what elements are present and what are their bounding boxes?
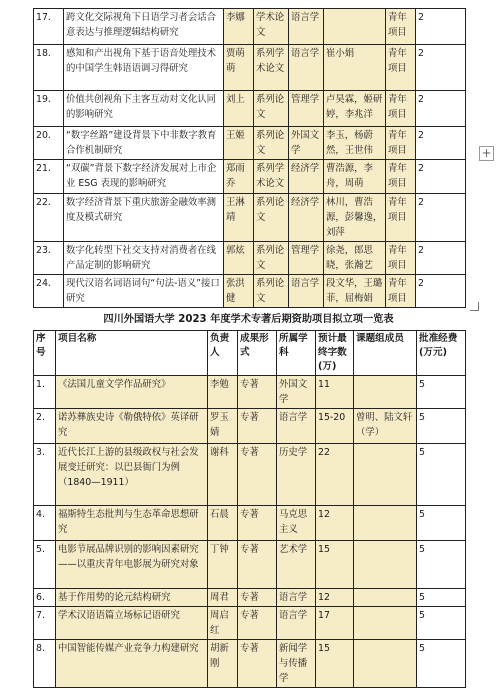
cell-discipline: 语言学	[277, 589, 316, 607]
cell-no: 20.	[34, 127, 64, 160]
cell-no: 3.	[34, 444, 56, 506]
cell-person: 刘上	[224, 91, 254, 127]
cell-title: 中国智能传媒产业竞争力构建研究	[56, 640, 208, 688]
cell-funding: 2	[416, 9, 466, 45]
cell-no: 4.	[34, 506, 56, 541]
cell-type: 系列论文	[254, 242, 289, 275]
cell-words: 17	[316, 607, 354, 640]
cell-discipline: 语言学	[277, 607, 316, 640]
cell-type: 系列论文	[254, 127, 289, 160]
cell-title: 基于作用势的论元结构研究	[56, 589, 208, 607]
table-row	[34, 242, 466, 275]
cell-discipline: 语言学	[277, 409, 316, 444]
cell-type: 专著	[238, 589, 277, 607]
cell-funding: 5	[417, 541, 466, 589]
cell-funding: 2	[416, 275, 466, 308]
table-row	[34, 409, 466, 444]
cell-members: 段文华，王璐菲，屈梅娟	[324, 275, 386, 308]
cell-discipline: 新闻学与传播学	[277, 640, 316, 688]
add-column-plus-icon[interactable]: +	[479, 146, 494, 161]
cell-person: 谢科	[208, 444, 238, 506]
cell-person: 贾萌萌	[224, 45, 254, 91]
cell-source: 青年项目	[386, 242, 416, 275]
table-row	[34, 91, 466, 127]
cell-members: 徐尧，郎思晓，张瀚艺	[324, 242, 386, 275]
cell-discipline: 马克思主义	[277, 506, 316, 541]
table-row	[34, 506, 466, 541]
table-row	[34, 45, 466, 91]
table-row	[34, 541, 466, 589]
table-row	[34, 9, 466, 45]
cell-discipline: 语言学	[289, 275, 324, 308]
table-row	[34, 127, 466, 160]
cell-type: 系列学术论文	[254, 45, 289, 91]
header-title: 项目名称	[56, 331, 208, 376]
cell-members	[354, 589, 417, 607]
cell-words: 12	[316, 589, 354, 607]
cell-discipline: 历史学	[277, 444, 316, 506]
cell-title: 近代长江上游的县级政权与社会发展变迁研究：以巴县衙门为例（1840—1911）	[56, 444, 208, 506]
table-row	[34, 376, 466, 409]
cell-person: 李娜	[224, 9, 254, 45]
cell-person: 周启红	[208, 607, 238, 640]
cell-members: 林川，曹浩源，彭馨逸，刘萍	[324, 194, 386, 242]
table-row	[34, 589, 466, 607]
cell-funding: 5	[417, 640, 466, 688]
cell-funding: 2	[416, 45, 466, 91]
cell-words: 15	[316, 541, 354, 589]
cell-members	[354, 444, 417, 506]
cell-funding: 2	[416, 160, 466, 194]
cell-title: 诺苏彝族史诗《勒俄特依》英译研究	[56, 409, 208, 444]
cell-words: 15	[316, 640, 354, 688]
cell-no: 23.	[34, 242, 64, 275]
cell-type: 系列论文	[254, 194, 289, 242]
cell-members	[324, 9, 386, 45]
cell-title: 跨文化交际视角下日语学习者会话合意表达与推理逻辑结构研究	[64, 9, 224, 45]
cell-source: 青年项目	[386, 9, 416, 45]
cell-type: 系列论文	[254, 91, 289, 127]
cell-title: 电影节展品牌识别的影响因素研究——以重庆青年电影展为研究对象	[56, 541, 208, 589]
cell-type: 专著	[238, 444, 277, 506]
cell-no: 6.	[34, 589, 56, 607]
cell-discipline: 外国文学	[289, 127, 324, 160]
header-members: 课题组成员	[354, 331, 417, 376]
cell-funding: 5	[417, 607, 466, 640]
header-funding: 批准经费(万元)	[417, 331, 466, 376]
cell-no: 22.	[34, 194, 64, 242]
cell-discipline: 外国文学	[277, 376, 316, 409]
cell-members	[354, 376, 417, 409]
cell-members	[354, 541, 417, 589]
cell-words: 12	[316, 506, 354, 541]
cell-type: 专著	[238, 506, 277, 541]
cell-discipline: 语言学	[289, 45, 324, 91]
cell-type: 学术论文	[254, 9, 289, 45]
cell-words: 22	[316, 444, 354, 506]
cell-members: 李玉，杨蔚然，王世伟	[324, 127, 386, 160]
cell-funding: 2	[416, 91, 466, 127]
table-row	[34, 275, 466, 308]
cell-members: 曹浩源，李舟，周萌	[324, 160, 386, 194]
cell-no: 1.	[34, 376, 56, 409]
cell-title: 学术汉语语篇立场标记语研究	[56, 607, 208, 640]
header-words: 预计最终字数(万)	[316, 331, 354, 376]
table-row	[34, 640, 466, 688]
cell-person: 郭炫	[224, 242, 254, 275]
table-row	[34, 607, 466, 640]
cell-no: 24.	[34, 275, 64, 308]
cell-words: 15-20	[316, 409, 354, 444]
table-resize-icon[interactable]	[470, 302, 479, 311]
cell-members	[354, 607, 417, 640]
cell-type: 专著	[238, 541, 277, 589]
cell-person: 丁钟	[208, 541, 238, 589]
cell-no: 7.	[34, 607, 56, 640]
cell-funding: 2	[416, 242, 466, 275]
cell-person: 石晨	[208, 506, 238, 541]
cell-funding: 5	[417, 444, 466, 506]
cell-title: “数字丝路”建设背景下中非数字教育合作机制研究	[64, 127, 224, 160]
table-row	[34, 194, 466, 242]
header-no: 序号	[34, 331, 56, 376]
cell-type: 专著	[238, 409, 277, 444]
cell-source: 青年项目	[386, 194, 416, 242]
cell-members: 崔小娟	[324, 45, 386, 91]
cell-no: 8.	[34, 640, 56, 688]
cell-type: 系列学术论文	[254, 160, 289, 194]
cell-discipline: 管理学	[289, 91, 324, 127]
cell-person: 罗玉婧	[208, 409, 238, 444]
cell-type: 专著	[238, 376, 277, 409]
cell-funding: 2	[416, 194, 466, 242]
cell-source: 青年项目	[386, 91, 416, 127]
cell-discipline: 经济学	[289, 194, 324, 242]
table-row	[34, 160, 466, 194]
cell-person: 李勉	[208, 376, 238, 409]
cell-title: 《法国儿童文学作品研究》	[56, 376, 208, 409]
cell-person: 胡新刚	[208, 640, 238, 688]
cell-title: “双碳”背景下数字经济发展对上市企业 ESG 表现的影响研究	[64, 160, 224, 194]
cell-source: 青年项目	[386, 127, 416, 160]
cell-discipline: 艺术学	[277, 541, 316, 589]
cell-person: 王淋靖	[224, 194, 254, 242]
cell-words: 11	[316, 376, 354, 409]
cell-source: 青年项目	[386, 275, 416, 308]
cell-funding: 5	[417, 409, 466, 444]
cell-no: 19.	[34, 91, 64, 127]
cell-discipline: 语言学	[289, 9, 324, 45]
cell-title: 感知和产出视角下基于语音处理技术的中国学生韩语语调习得研究	[64, 45, 224, 91]
cell-no: 2.	[34, 409, 56, 444]
cell-person: 王姬	[224, 127, 254, 160]
cell-funding: 2	[416, 127, 466, 160]
cell-type: 专著	[238, 607, 277, 640]
cell-title: 数字经济背景下重庆旅游金融效率测度及模式研究	[64, 194, 224, 242]
cell-members	[354, 640, 417, 688]
table2-title: 四川外国语大学 2023 年度学术专著后期资助项目拟立项一览表	[103, 314, 394, 325]
table-row	[34, 444, 466, 506]
cell-title: 价值共创视角下主客互动对文化认同的影响研究	[64, 91, 224, 127]
cell-members: 卢昊霖，姬研婷，李兆洋	[324, 91, 386, 127]
cell-title: 福斯特生态批判与生态革命思想研究	[56, 506, 208, 541]
cell-type: 专著	[238, 640, 277, 688]
cell-discipline: 经济学	[289, 160, 324, 194]
cell-title: 数字化转型下社交支持对消费者在线产品定制的影响研究	[64, 242, 224, 275]
monograph-projects-table	[33, 330, 466, 688]
cell-person: 张洪健	[224, 275, 254, 308]
cell-funding: 5	[417, 506, 466, 541]
cell-no: 5.	[34, 541, 56, 589]
table2-header-row	[34, 331, 466, 376]
cell-source: 青年项目	[386, 160, 416, 194]
header-type: 成果形式	[238, 331, 277, 376]
cell-no: 17.	[34, 9, 64, 45]
cell-person: 周君	[208, 589, 238, 607]
cell-title: 现代汉语名词语词句“句法-语义”接口研究	[64, 275, 224, 308]
cell-no: 18.	[34, 45, 64, 91]
cell-members	[354, 506, 417, 541]
cell-discipline: 管理学	[289, 242, 324, 275]
cell-members: 曾明、陆文轩（学）	[354, 409, 417, 444]
cell-type: 系列论文	[254, 275, 289, 308]
cell-funding: 5	[417, 589, 466, 607]
header-discipline: 所属学科	[277, 331, 316, 376]
header-person: 负责人	[208, 331, 238, 376]
cell-funding: 5	[417, 376, 466, 409]
funded-projects-table	[33, 8, 466, 308]
cell-person: 郑雨乔	[224, 160, 254, 194]
cell-source: 青年项目	[386, 45, 416, 91]
cell-no: 21.	[34, 160, 64, 194]
